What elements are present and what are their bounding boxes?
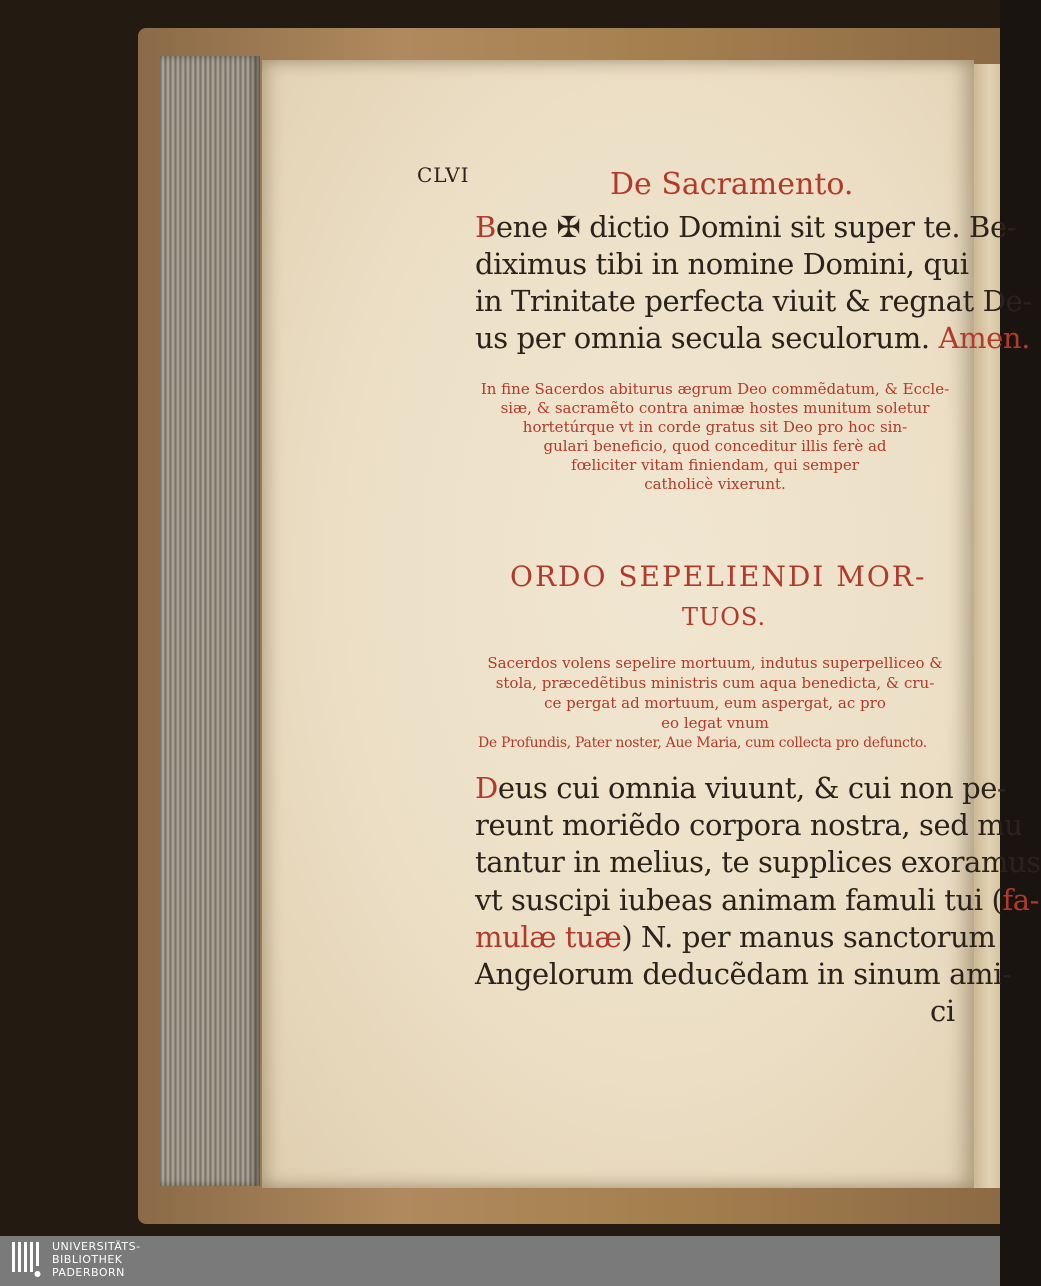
line-text: vt suscipi iubeas animam famuli tui (: [475, 883, 1003, 917]
logo-line: PADERBORN: [52, 1266, 125, 1279]
prayer-line: [475, 957, 1011, 991]
rubric-line: eo legat vnum: [661, 714, 769, 732]
drop-initial: B: [475, 210, 496, 244]
line-text: diximus tibi in nomine Domini, qui: [475, 247, 969, 281]
line-text: Angelorum deducẽdam in sinum ami-: [475, 957, 1012, 991]
rubric-inline: fa-: [1002, 883, 1040, 917]
logo-line: UNIVERSITÄTS-: [52, 1240, 141, 1253]
rubric-line: De Profundis, Pater noster, Aue Maria, cum collecta pro defuncto.: [478, 735, 927, 751]
benediction-line: [475, 321, 1030, 355]
catchword: ci: [930, 994, 955, 1028]
rubric-line: siæ, & sacramẽto contra animæ hostes munitum soletur: [500, 399, 930, 417]
section-title: ORDO SEPELIENDI MOR-: [510, 560, 927, 593]
line-text: tantur in melius, te supplices exoramus: [475, 845, 1041, 879]
prayer-line: [475, 883, 1039, 917]
benediction-line: [475, 210, 1016, 244]
line-text: us per omnia secula seculorum.: [475, 321, 939, 355]
rubric-line: Sacerdos volens sepelire mortuum, indutus superpelliceo &: [487, 654, 943, 672]
line-text: eus cui omnia viuunt, & cui non pe-: [497, 771, 1007, 805]
line-text: in Trinitate perfecta viuit & regnat De-: [475, 284, 1032, 318]
rubric-line: ce pergat ad mortuum, eum aspergat, ac pro: [544, 694, 886, 712]
benediction-line: [475, 247, 969, 281]
amen-rubric: Amen.: [938, 321, 1031, 355]
prayer-line: [475, 845, 1041, 879]
page-edges: [160, 56, 260, 1186]
line-text: ene ✠ dictio Domini sit super te. Be-: [495, 210, 1017, 244]
prayer-line: [475, 771, 1006, 805]
prayer-line: [475, 920, 996, 954]
benediction-line: [475, 284, 1032, 318]
line-text: ) N. per manus sanctorum: [621, 920, 996, 954]
logo-line: BIBLIOTHEK: [52, 1253, 123, 1266]
line-text: reunt moriẽdo corpora nostra, sed mu: [475, 808, 1023, 842]
page-heading: De Sacramento.: [610, 167, 854, 202]
rubric-line: fœliciter vitam finiendam, qui semper: [571, 456, 859, 474]
library-logo-icon: [10, 1240, 44, 1282]
section-title-continued: TUOS.: [682, 603, 767, 631]
rubric-line: hortetúrque vt in corde gratus sit Deo pro hoc sin-: [522, 418, 908, 436]
rubric-line: stola, præcedẽtibus ministris cum aqua benedicta, & cru-: [495, 674, 935, 692]
folio-number: CLVI: [417, 163, 470, 187]
rubric-line: gulari beneficio, quod conceditur illis ferè ad: [543, 437, 887, 455]
prayer-line: [475, 808, 1023, 842]
rubric-line: In fine Sacerdos abiturus ægrum Deo commẽdatum, & Eccle-: [480, 380, 950, 398]
drop-initial: D: [475, 771, 498, 805]
rubric-line: catholicè vixerunt.: [644, 475, 786, 493]
footer-bar: [0, 1236, 1000, 1286]
rubric-inline: mulæ tuæ: [475, 920, 622, 954]
